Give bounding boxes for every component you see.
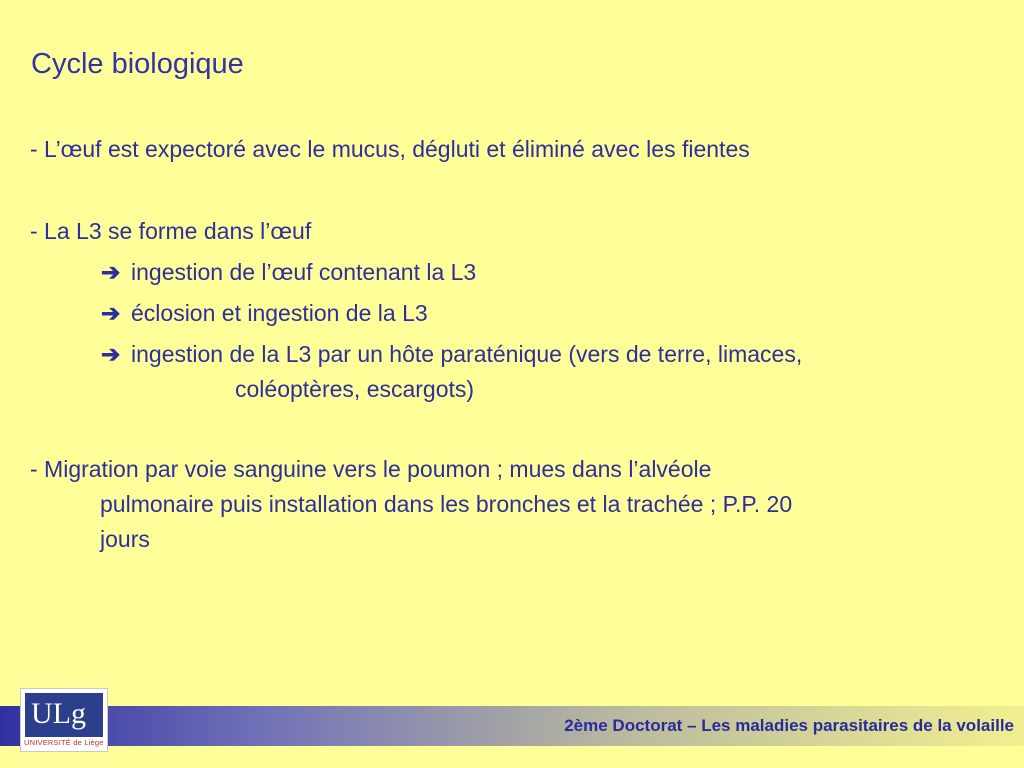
bullet-text-continued: pulmonaire puis installation dans les bronches et la trachée ; P.P. 20 (100, 491, 793, 517)
bullet-text: - Migration par voie sanguine vers le poumon ; mues dans l’alvéole (30, 456, 712, 482)
footer-course-title: 2ème Doctorat – Les maladies parasitaires de la volaille (564, 716, 1014, 735)
arrow-right-icon: ➔ (101, 341, 121, 367)
sub-bullet-text: ingestion de l’œuf contenant la L3 (131, 259, 477, 285)
sub-bullet-ingestion-egg (101, 255, 476, 290)
arrow-right-icon: ➔ (101, 259, 121, 285)
bullet-l3-forms: - La L3 se forme dans l’œuf (30, 218, 312, 244)
logo-block (25, 693, 103, 737)
sub-bullet-text: éclosion et ingestion de la L3 (131, 300, 428, 326)
arrow-right-icon: ➔ (101, 300, 121, 326)
university-logo (20, 688, 108, 752)
sub-bullet-hatching (101, 296, 428, 331)
bullet-migration (30, 452, 970, 557)
bullet-egg-expectorated: - L’œuf est expectoré avec le mucus, dégluti et éliminé avec les fientes (30, 136, 750, 162)
logo-wordmark: ULg (31, 697, 86, 730)
slide-title: Cycle biologique (31, 48, 244, 80)
bullet-text-continued: jours (100, 526, 150, 552)
logo-subtitle: UNIVERSITÉ de Liège (24, 738, 104, 747)
sub-bullet-text: ingestion de la L3 par un hôte paraténique (vers de terre, limaces, (131, 341, 803, 367)
sub-bullet-text-continued: coléoptères, escargots) (235, 376, 475, 402)
sub-bullet-paratenic-host (101, 337, 991, 407)
